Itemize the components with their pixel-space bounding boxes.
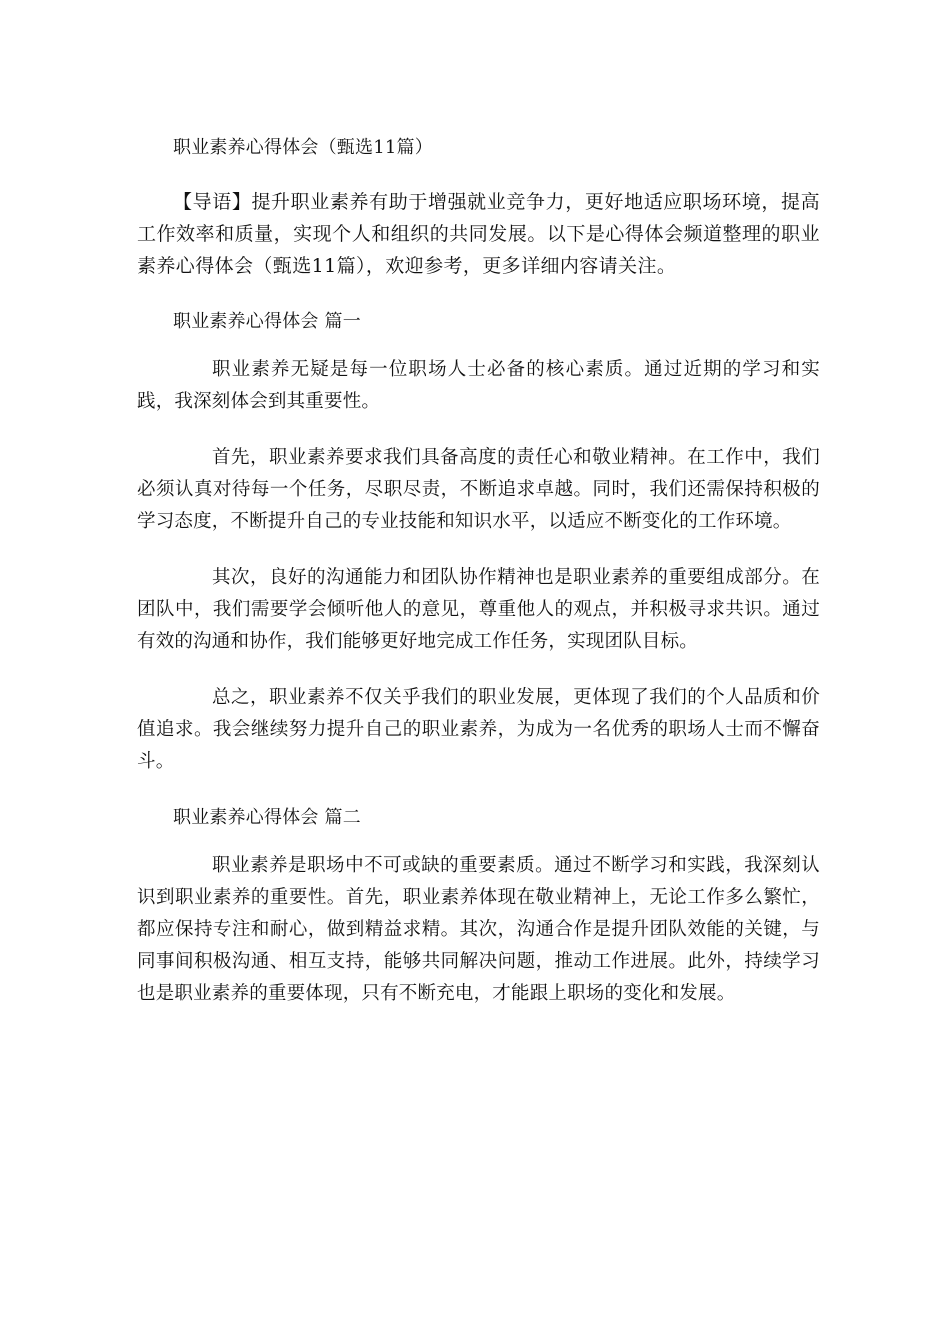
paragraph: 总之，职业素养不仅关乎我们的职业发展，更体现了我们的个人品质和价值追求。我会继续努力提升自己的职业素养，为成为一名优秀的职场人士而不懈奋斗。 [137,687,820,772]
intro-paragraph: 【导语】提升职业素养有助于增强就业竞争力，更好地适应职场环境，提高工作效率和质量，实现个人和组织的共同发展。以下是心得体会频道整理的职业素养心得体会（甄选11篇），欢迎参考，更多详细内容请关注。 [137,191,820,277]
paragraph: 职业素养是职场中不可或缺的重要素质。通过不断学习和实践，我深刻认识到职业素养的重要性。首先，职业素养体现在敬业精神上，无论工作多么繁忙，都应保持专注和耐心，做到精益求精。其次，沟通合作是提升团队效能的关键，与同事间积极沟通、相互支持，能够共同解决问题，推动工作进展。此外，持续学习也是职业素养的重要体现，只有不断充电，才能跟上职场的变化和发展。 [137,855,820,1004]
section-heading: 职业素养心得体会 篇二 [173,807,361,828]
paragraph: 首先，职业素养要求我们具备高度的责任心和敬业精神。在工作中，我们必须认真对待每一个任务，尽职尽责，不断追求卓越。同时，我们还需保持积极的学习态度，不断提升自己的专业技能和知识水平，以适应不断变化的工作环境。 [137,447,820,532]
section-2 [137,802,820,1010]
document-title: 职业素养心得体会（甄选11篇） [173,137,433,158]
document-body [137,132,820,1034]
section-1 [137,306,820,778]
paragraph: 其次，良好的沟通能力和团队协作精神也是职业素养的重要组成部分。在团队中，我们需要学会倾听他人的意见，尊重他人的观点，并积极寻求共识。通过有效的沟通和协作，我们能够更好地完成工作任务，实现团队目标。 [137,567,820,652]
section-heading: 职业素养心得体会 篇一 [173,311,361,332]
paragraph: 职业素养无疑是每一位职场人士必备的核心素质。通过近期的学习和实践，我深刻体会到其重要性。 [137,359,820,412]
